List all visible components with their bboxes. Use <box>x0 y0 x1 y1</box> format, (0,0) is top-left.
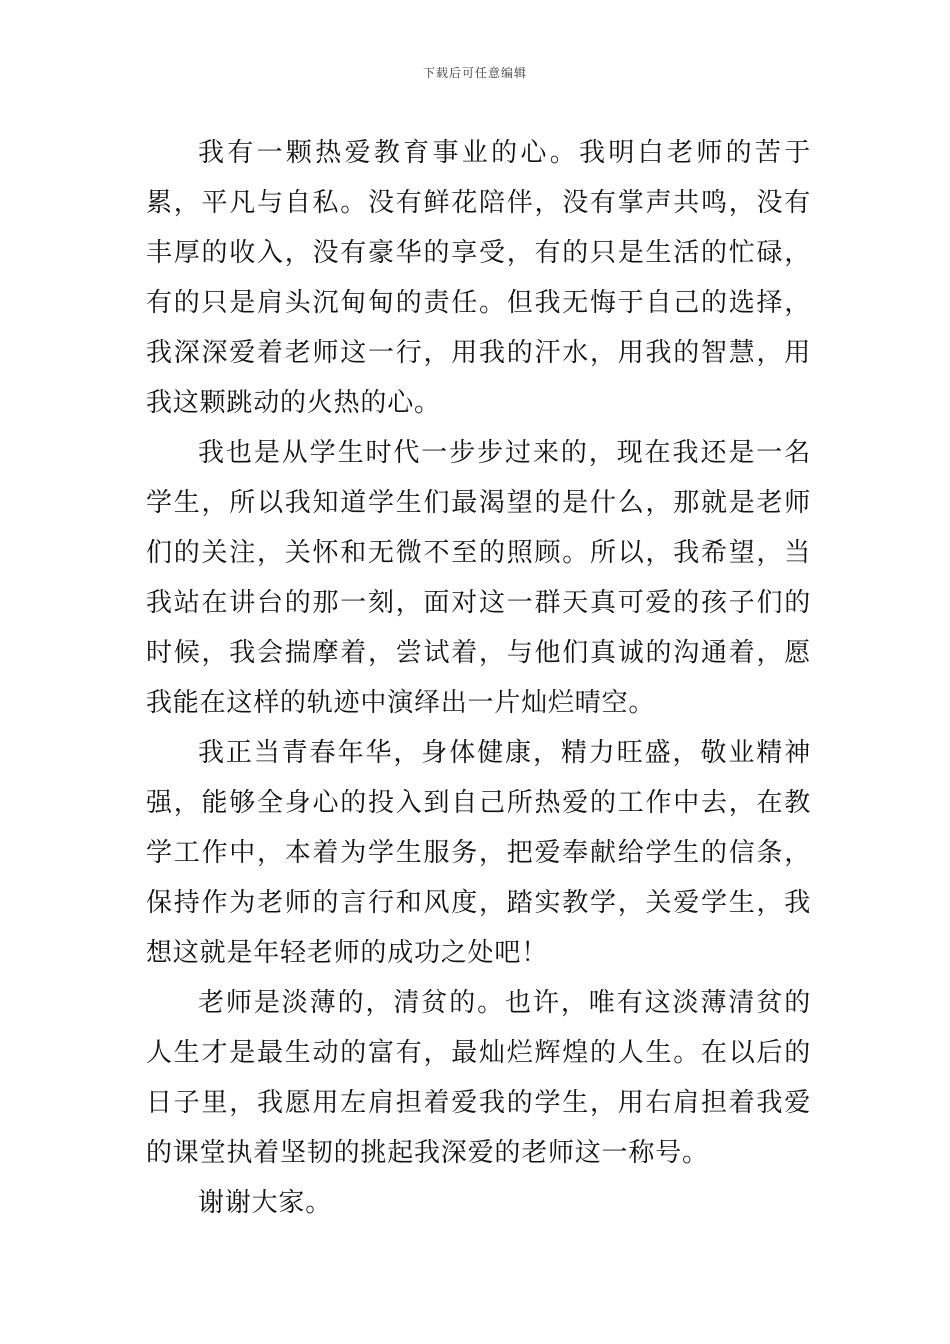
paragraph-closing: 谢谢大家。 <box>198 1188 333 1218</box>
paragraph-4: 老师是淡薄的，清贫的。也许，唯有这淡薄清贫的人生才是最生动的富有，最灿烂辉煌的人生。在以后的日子里，我愿用左肩担着爱我的学生，用右肩担着我爱的课堂执着坚韧的挑起我深爱的老师这一称号。 <box>146 988 811 1168</box>
paragraph-2: 我也是从学生时代一步步过来的，现在我还是一名学生，所以我知道学生们最渴望的是什么，那就是老师们的关注，关怀和无微不至的照顾。所以，我希望，当我站在讲台的那一刻，面对这一群天真可爱的孩子们的时候，我会揣摩着，尝试着，与他们真诚的沟通着，愿我能在这样的轨迹中演绎出一片灿烂晴空。 <box>146 438 811 718</box>
paragraph-1: 我有一颗热爱教育事业的心。我明白老师的苦于累，平凡与自私。没有鲜花陪伴，没有掌声共鸣，没有丰厚的收入，没有豪华的享受，有的只是生活的忙碌，有的只是肩头沉甸甸的责任。但我无悔于自己的选择，我深深爱着老师这一行，用我的汗水，用我的智慧，用我这颗跳动的火热的心。 <box>146 138 811 418</box>
paragraph-3: 我正当青春年华，身体健康，精力旺盛，敬业精神强，能够全身心的投入到自己所热爱的工作中去，在教学工作中，本着为学生服务，把爱奉献给学生的信条，保持作为老师的言行和风度，踏实教学，关爱学生，我想这就是年轻老师的成功之处吧！ <box>146 738 811 968</box>
header-note: 下载后可任意编辑 <box>422 66 527 80</box>
document-body <box>146 128 811 1228</box>
